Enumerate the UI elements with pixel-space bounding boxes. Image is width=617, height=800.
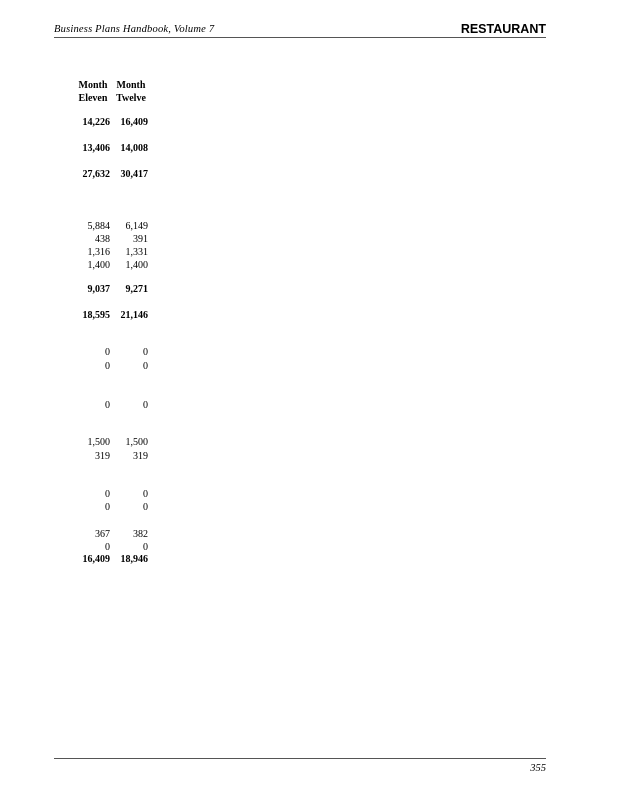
table-row (70, 542, 150, 555)
cell-month-eleven: 9,037 (87, 284, 110, 295)
table-row (70, 361, 150, 374)
cell-month-twelve: 21,146 (120, 310, 148, 321)
cell-month-twelve: 1,331 (125, 247, 148, 258)
table-row (70, 400, 150, 413)
table-row (70, 284, 150, 297)
cell-month-twelve: 0 (143, 347, 148, 358)
table-row (70, 310, 150, 323)
cell-month-eleven: 1,316 (87, 247, 110, 258)
footer-divider (54, 758, 546, 759)
cell-month-twelve: 30,417 (120, 169, 148, 180)
table-row (70, 451, 150, 464)
cell-month-eleven: 0 (105, 400, 110, 411)
cell-month-eleven: 13,406 (82, 143, 110, 154)
table-row (70, 169, 150, 182)
cell-month-twelve: 0 (143, 400, 148, 411)
table-row (70, 554, 150, 567)
cell-month-twelve: 6,149 (125, 221, 148, 232)
cell-month-eleven: 16,409 (82, 554, 110, 565)
cell-month-twelve: 319 (133, 451, 148, 462)
cell-month-twelve: 0 (143, 502, 148, 513)
cell-month-eleven: 0 (105, 542, 110, 553)
cell-month-eleven: 0 (105, 502, 110, 513)
page-number: 355 (530, 763, 546, 774)
section-title: RESTAURANT (460, 22, 546, 36)
column-header-month-eleven (74, 79, 112, 105)
table-row (70, 143, 150, 156)
cell-month-eleven: 319 (95, 451, 110, 462)
cell-month-twelve: 0 (143, 361, 148, 372)
column-header-line: Twelve (116, 93, 146, 104)
cell-month-eleven: 18,595 (82, 310, 110, 321)
cell-month-eleven: 438 (95, 234, 110, 245)
column-header-line: Month (116, 80, 146, 91)
cell-month-eleven: 5,884 (87, 221, 110, 232)
cell-month-eleven: 0 (105, 347, 110, 358)
cell-month-twelve: 391 (133, 234, 148, 245)
cell-month-twelve: 0 (143, 489, 148, 500)
cell-month-eleven: 1,500 (87, 437, 110, 448)
table-row (70, 529, 150, 542)
cell-month-twelve: 0 (143, 542, 148, 553)
table-row (70, 117, 150, 130)
column-header-month-twelve (112, 79, 150, 105)
cell-month-twelve: 14,008 (120, 143, 148, 154)
table-row (70, 234, 150, 247)
cell-month-eleven: 14,226 (82, 117, 110, 128)
book-title: Business Plans Handbook, Volume 7 (54, 24, 215, 35)
table-row (70, 347, 150, 360)
cell-month-twelve: 1,400 (125, 260, 148, 271)
cell-month-twelve: 18,946 (120, 554, 148, 565)
column-header-line: Eleven (78, 93, 108, 104)
table-row (70, 247, 150, 260)
table-row (70, 260, 150, 273)
cell-month-twelve: 382 (133, 529, 148, 540)
column-header-line: Month (78, 80, 108, 91)
cell-month-eleven: 367 (95, 529, 110, 540)
table-row (70, 489, 150, 502)
cell-month-eleven: 27,632 (82, 169, 110, 180)
cell-month-eleven: 0 (105, 361, 110, 372)
cell-month-eleven: 1,400 (87, 260, 110, 271)
cell-month-twelve: 9,271 (125, 284, 148, 295)
cell-month-twelve: 16,409 (120, 117, 148, 128)
cell-month-twelve: 1,500 (125, 437, 148, 448)
header-divider (54, 37, 546, 38)
cell-month-eleven: 0 (105, 489, 110, 500)
table-row (70, 502, 150, 515)
table-row (70, 221, 150, 234)
table-header-row (70, 79, 150, 105)
table-row (70, 437, 150, 450)
